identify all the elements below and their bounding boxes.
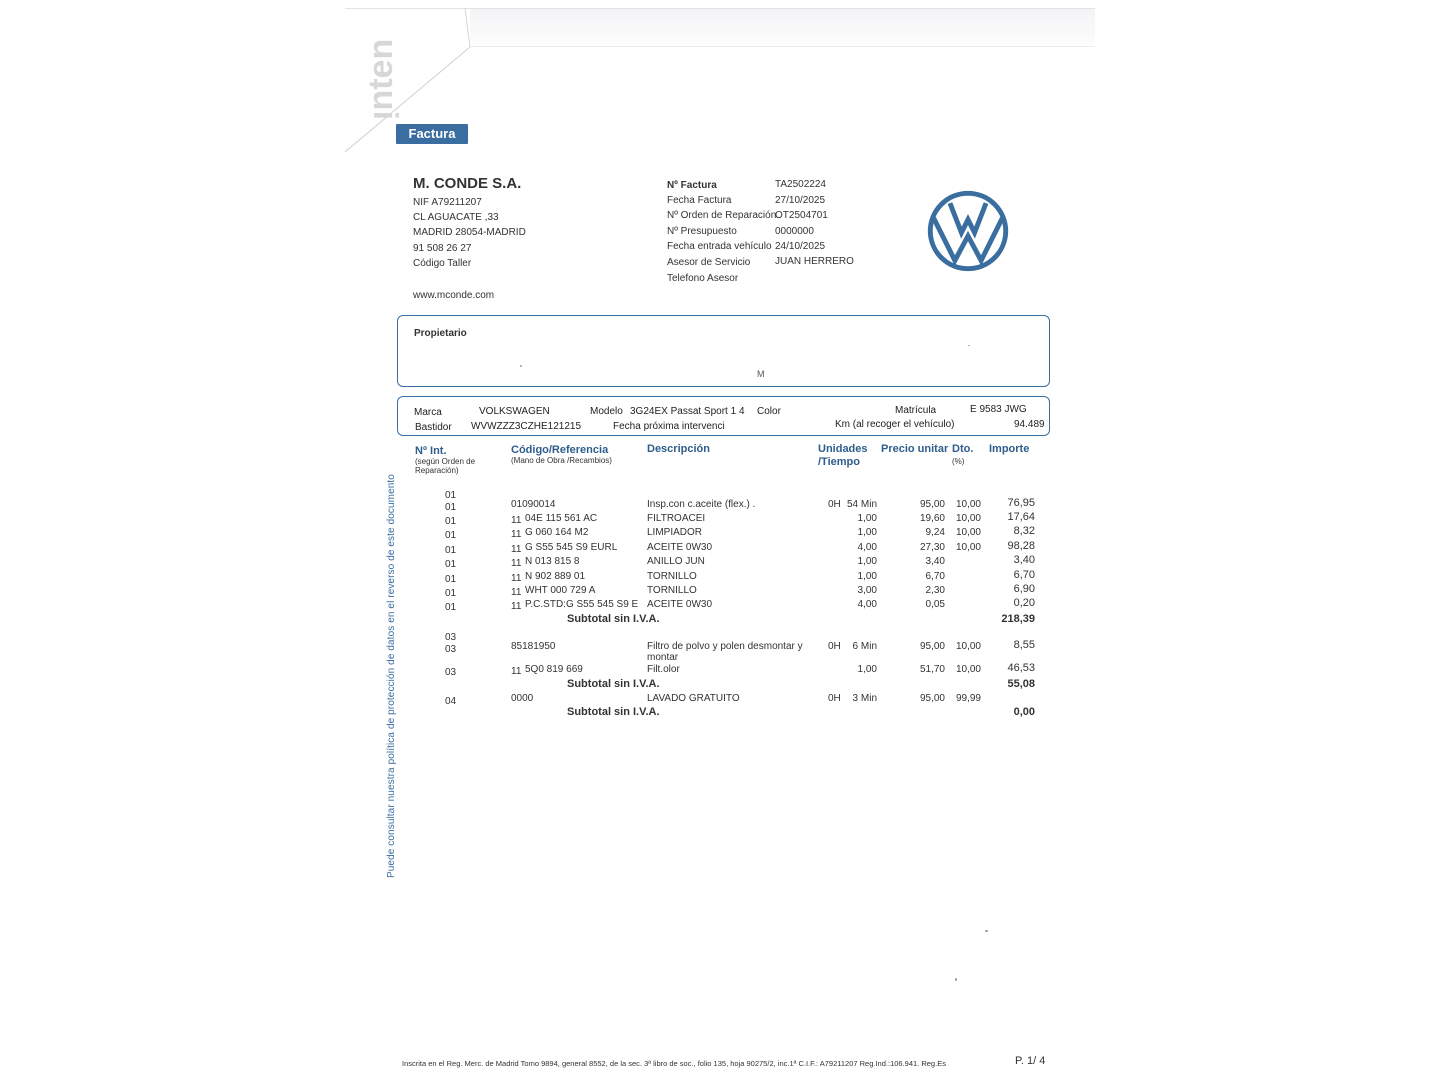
line-ref-prefix: 11	[511, 587, 522, 598]
line-reference: 0000	[511, 693, 534, 704]
line-unit-price: 95,00	[919, 641, 945, 652]
line-unit-price: 19,60	[919, 513, 945, 524]
line-unit-price: 51,70	[919, 664, 945, 675]
line-hours: 0H	[828, 641, 841, 652]
line-units: 54 Min	[846, 499, 877, 510]
document-type-tab: Factura	[396, 124, 468, 144]
line-units: 1,00	[857, 527, 877, 538]
line-amount: 8,32	[1013, 525, 1035, 537]
subtotal-label: Subtotal sin I.V.A.	[567, 678, 660, 690]
line-description: Filt.olor	[647, 664, 680, 675]
company-address: CL AGUACATE ,33	[413, 212, 499, 223]
service-advisor-label: Asesor de Servicio	[667, 257, 751, 268]
invoice-number-label: Nº Factura	[667, 180, 717, 191]
page-number: P. 1/ 4	[1015, 1055, 1046, 1067]
line-int-number: 01	[445, 502, 457, 513]
line-ref-prefix: 11	[511, 573, 522, 584]
line-amount: 8,55	[1013, 639, 1035, 651]
col-header-discount: Dto.	[952, 443, 974, 455]
line-amount: 76,95	[1007, 497, 1035, 509]
repair-order-label: Nº Orden de Reparación	[667, 210, 777, 221]
advisor-phone-label: Telefono Asesor	[667, 273, 739, 284]
line-int-number: 01	[445, 545, 457, 556]
company-name: M. CONDE S.A.	[413, 175, 522, 192]
line-ref-prefix: 11	[511, 666, 522, 677]
next-intervention-label: Fecha próxima intervenci	[613, 421, 725, 432]
line-ref-prefix: 11	[511, 529, 522, 540]
owner-box	[397, 315, 1050, 387]
line-units: 1,00	[857, 664, 877, 675]
line-int-number: 04	[445, 696, 457, 707]
line-int-number: 01	[445, 530, 457, 541]
model-label: Modelo	[590, 406, 623, 417]
company-city: MADRID 28054-MADRID	[413, 227, 526, 238]
line-int-number: 01	[445, 588, 457, 599]
vin-value: WVWZZZ3CZHE121215	[471, 421, 582, 432]
line-hours: 0H	[828, 499, 841, 510]
line-amount: 6,90	[1013, 583, 1035, 595]
line-description: ACEITE 0W30	[647, 599, 713, 610]
line-reference: G S55 545 S9 EURL	[525, 542, 618, 553]
workshop-code-label: Código Taller	[413, 258, 472, 269]
scan-speck	[985, 930, 988, 932]
line-description: Filtro de polvo y polen desmontar y	[647, 641, 803, 652]
vin-label: Bastidor	[415, 422, 452, 433]
scan-speck	[520, 365, 522, 367]
line-description: FILTROACEI	[647, 513, 706, 524]
subtotal-label: Subtotal sin I.V.A.	[567, 613, 660, 625]
line-units: 1,00	[857, 556, 877, 567]
scan-speck	[955, 978, 957, 981]
col-header-code: Código/Referencia	[511, 444, 609, 456]
line-units: 3,00	[857, 585, 877, 596]
line-description: Insp.con c.aceite (flex.) .	[647, 499, 756, 510]
scan-speck	[968, 345, 970, 346]
line-hours: 0H	[828, 693, 841, 704]
company-website: www.mconde.com	[413, 290, 495, 301]
line-units: 6 Min	[852, 641, 877, 652]
brand-value: VOLKSWAGEN	[479, 406, 550, 417]
scan-fold-shadow	[470, 8, 1095, 48]
line-reference: N 013 815 8	[525, 556, 580, 567]
plate-value: E 9583 JWG	[970, 404, 1027, 415]
col-header-price: Precio unitar	[881, 443, 949, 455]
line-amount: 98,28	[1007, 540, 1035, 552]
line-reference: P.C.STD:G S55 545 S9 E	[525, 599, 639, 610]
line-discount: 10,00	[955, 527, 981, 538]
line-amount: 17,64	[1007, 511, 1035, 523]
line-discount: 10,00	[955, 641, 981, 652]
plate-label: Matrícula	[895, 405, 937, 416]
line-units: 1,00	[857, 513, 877, 524]
col-header-int: Nº Int.	[415, 445, 447, 457]
line-discount: 10,00	[955, 664, 981, 675]
line-reference: 85181950	[511, 641, 556, 652]
line-description: LAVADO GRATUITO	[647, 693, 740, 704]
line-discount: 10,00	[955, 499, 981, 510]
company-nif: NIF A79211207	[413, 197, 482, 208]
subtotal-amount: 55,08	[1007, 678, 1035, 690]
line-reference: 01090014	[511, 499, 556, 510]
line-reference: 5Q0 819 669	[525, 664, 583, 675]
col-header-description: Descripción	[647, 443, 710, 455]
color-label: Color	[757, 406, 781, 417]
invoice-date: 27/10/2025	[775, 195, 826, 206]
line-int-number: 03	[445, 632, 457, 643]
line-int-number: 03	[445, 644, 457, 655]
line-int-number: 03	[445, 667, 457, 678]
col-header-amount: Importe	[989, 443, 1030, 455]
km-label: Km (al recoger el vehículo)	[835, 419, 955, 430]
line-description-continued: montar	[647, 652, 679, 663]
line-discount: 10,00	[955, 542, 981, 553]
km-value: 94.489	[1014, 419, 1045, 430]
vehicle-box	[397, 396, 1050, 436]
line-units: 1,00	[857, 571, 877, 582]
line-unit-price: 95,00	[919, 693, 945, 704]
line-int-number: 01	[445, 574, 457, 585]
line-unit-price: 6,70	[925, 571, 945, 582]
col-subheader-code: (Mano de Obra /Recambios)	[511, 456, 612, 465]
line-description: TORNILLO	[647, 585, 697, 596]
budget-number: 0000000	[775, 226, 814, 237]
line-amount: 0,20	[1013, 597, 1035, 609]
line-ref-prefix: 11	[511, 558, 522, 569]
owner-text-fragment: M	[757, 369, 765, 379]
scan-fold-line	[470, 46, 1095, 47]
entry-date: 24/10/2025	[775, 241, 826, 252]
line-reference: G 060 164 M2	[525, 527, 589, 538]
line-unit-price: 2,30	[925, 585, 945, 596]
line-ref-prefix: 11	[511, 601, 522, 612]
line-int-number: 01	[445, 490, 457, 501]
line-amount: 6,70	[1013, 569, 1035, 581]
invoice-date-label: Fecha Factura	[667, 195, 732, 206]
budget-label: Nº Presupuesto	[667, 226, 737, 237]
line-unit-price: 95,00	[919, 499, 945, 510]
subtotal-amount: 0,00	[1013, 706, 1035, 718]
line-reference: WHT 000 729 A	[525, 585, 596, 596]
line-amount: 46,53	[1007, 662, 1035, 674]
line-description: LIMPIADOR	[647, 527, 703, 538]
line-reference: 04E 115 561 AC	[525, 513, 598, 524]
brand-label: Marca	[414, 407, 442, 418]
line-units: 4,00	[857, 599, 877, 610]
col-header-units: Unidades /Tiempo	[818, 443, 868, 468]
line-ref-prefix: 11	[511, 544, 522, 555]
line-unit-price: 0,05	[925, 599, 945, 610]
line-discount: 10,00	[955, 513, 981, 524]
line-int-number: 01	[445, 559, 457, 570]
col-subheader-int: (según Orden de Reparación)	[415, 457, 476, 475]
line-units: 4,00	[857, 542, 877, 553]
line-amount: 3,40	[1013, 554, 1035, 566]
model-value: 3G24EX Passat Sport 1 4	[630, 406, 745, 417]
data-protection-note: Puede consultar nuestra política de protección de datos en el reverso de este documento	[386, 474, 397, 878]
registry-footer: Inscrita en el Reg. Merc. de Madrid Tomo 9894, general 8552, de la sec. 3ª libro de soc., folio 135, hoja 90275/2, inc.1ª C.I.F.: A79211207 Reg.Ind.:106.941. Reg.Es	[402, 1059, 946, 1068]
line-ref-prefix: 11	[511, 515, 522, 526]
col-subheader-discount: (%)	[952, 457, 965, 466]
service-advisor: JUAN HERRERO	[775, 256, 854, 267]
company-phone: 91 508 26 27	[413, 243, 472, 254]
line-unit-price: 9,24	[925, 527, 945, 538]
line-description: ACEITE 0W30	[647, 542, 713, 553]
line-discount: 99,99	[955, 693, 981, 704]
line-description: TORNILLO	[647, 571, 697, 582]
subtotal-amount: 218,39	[1001, 613, 1035, 625]
repair-order: OT2504701	[775, 210, 828, 221]
volkswagen-logo-icon	[927, 190, 1009, 272]
owner-title: Propietario	[414, 328, 467, 339]
line-description: ANILLO JUN	[647, 556, 705, 567]
line-int-number: 01	[445, 516, 457, 527]
line-reference: N 902 889 01	[525, 571, 586, 582]
entry-date-label: Fecha entrada vehículo	[667, 241, 772, 252]
line-unit-price: 3,40	[925, 556, 945, 567]
line-int-number: 01	[445, 602, 457, 613]
invoice-number: TA2502224	[775, 179, 826, 190]
svg-text:ᴉnten: ᴉnten	[362, 38, 400, 120]
line-units: 3 Min	[852, 693, 877, 704]
line-unit-price: 27,30	[919, 542, 945, 553]
subtotal-label: Subtotal sin I.V.A.	[567, 706, 660, 718]
